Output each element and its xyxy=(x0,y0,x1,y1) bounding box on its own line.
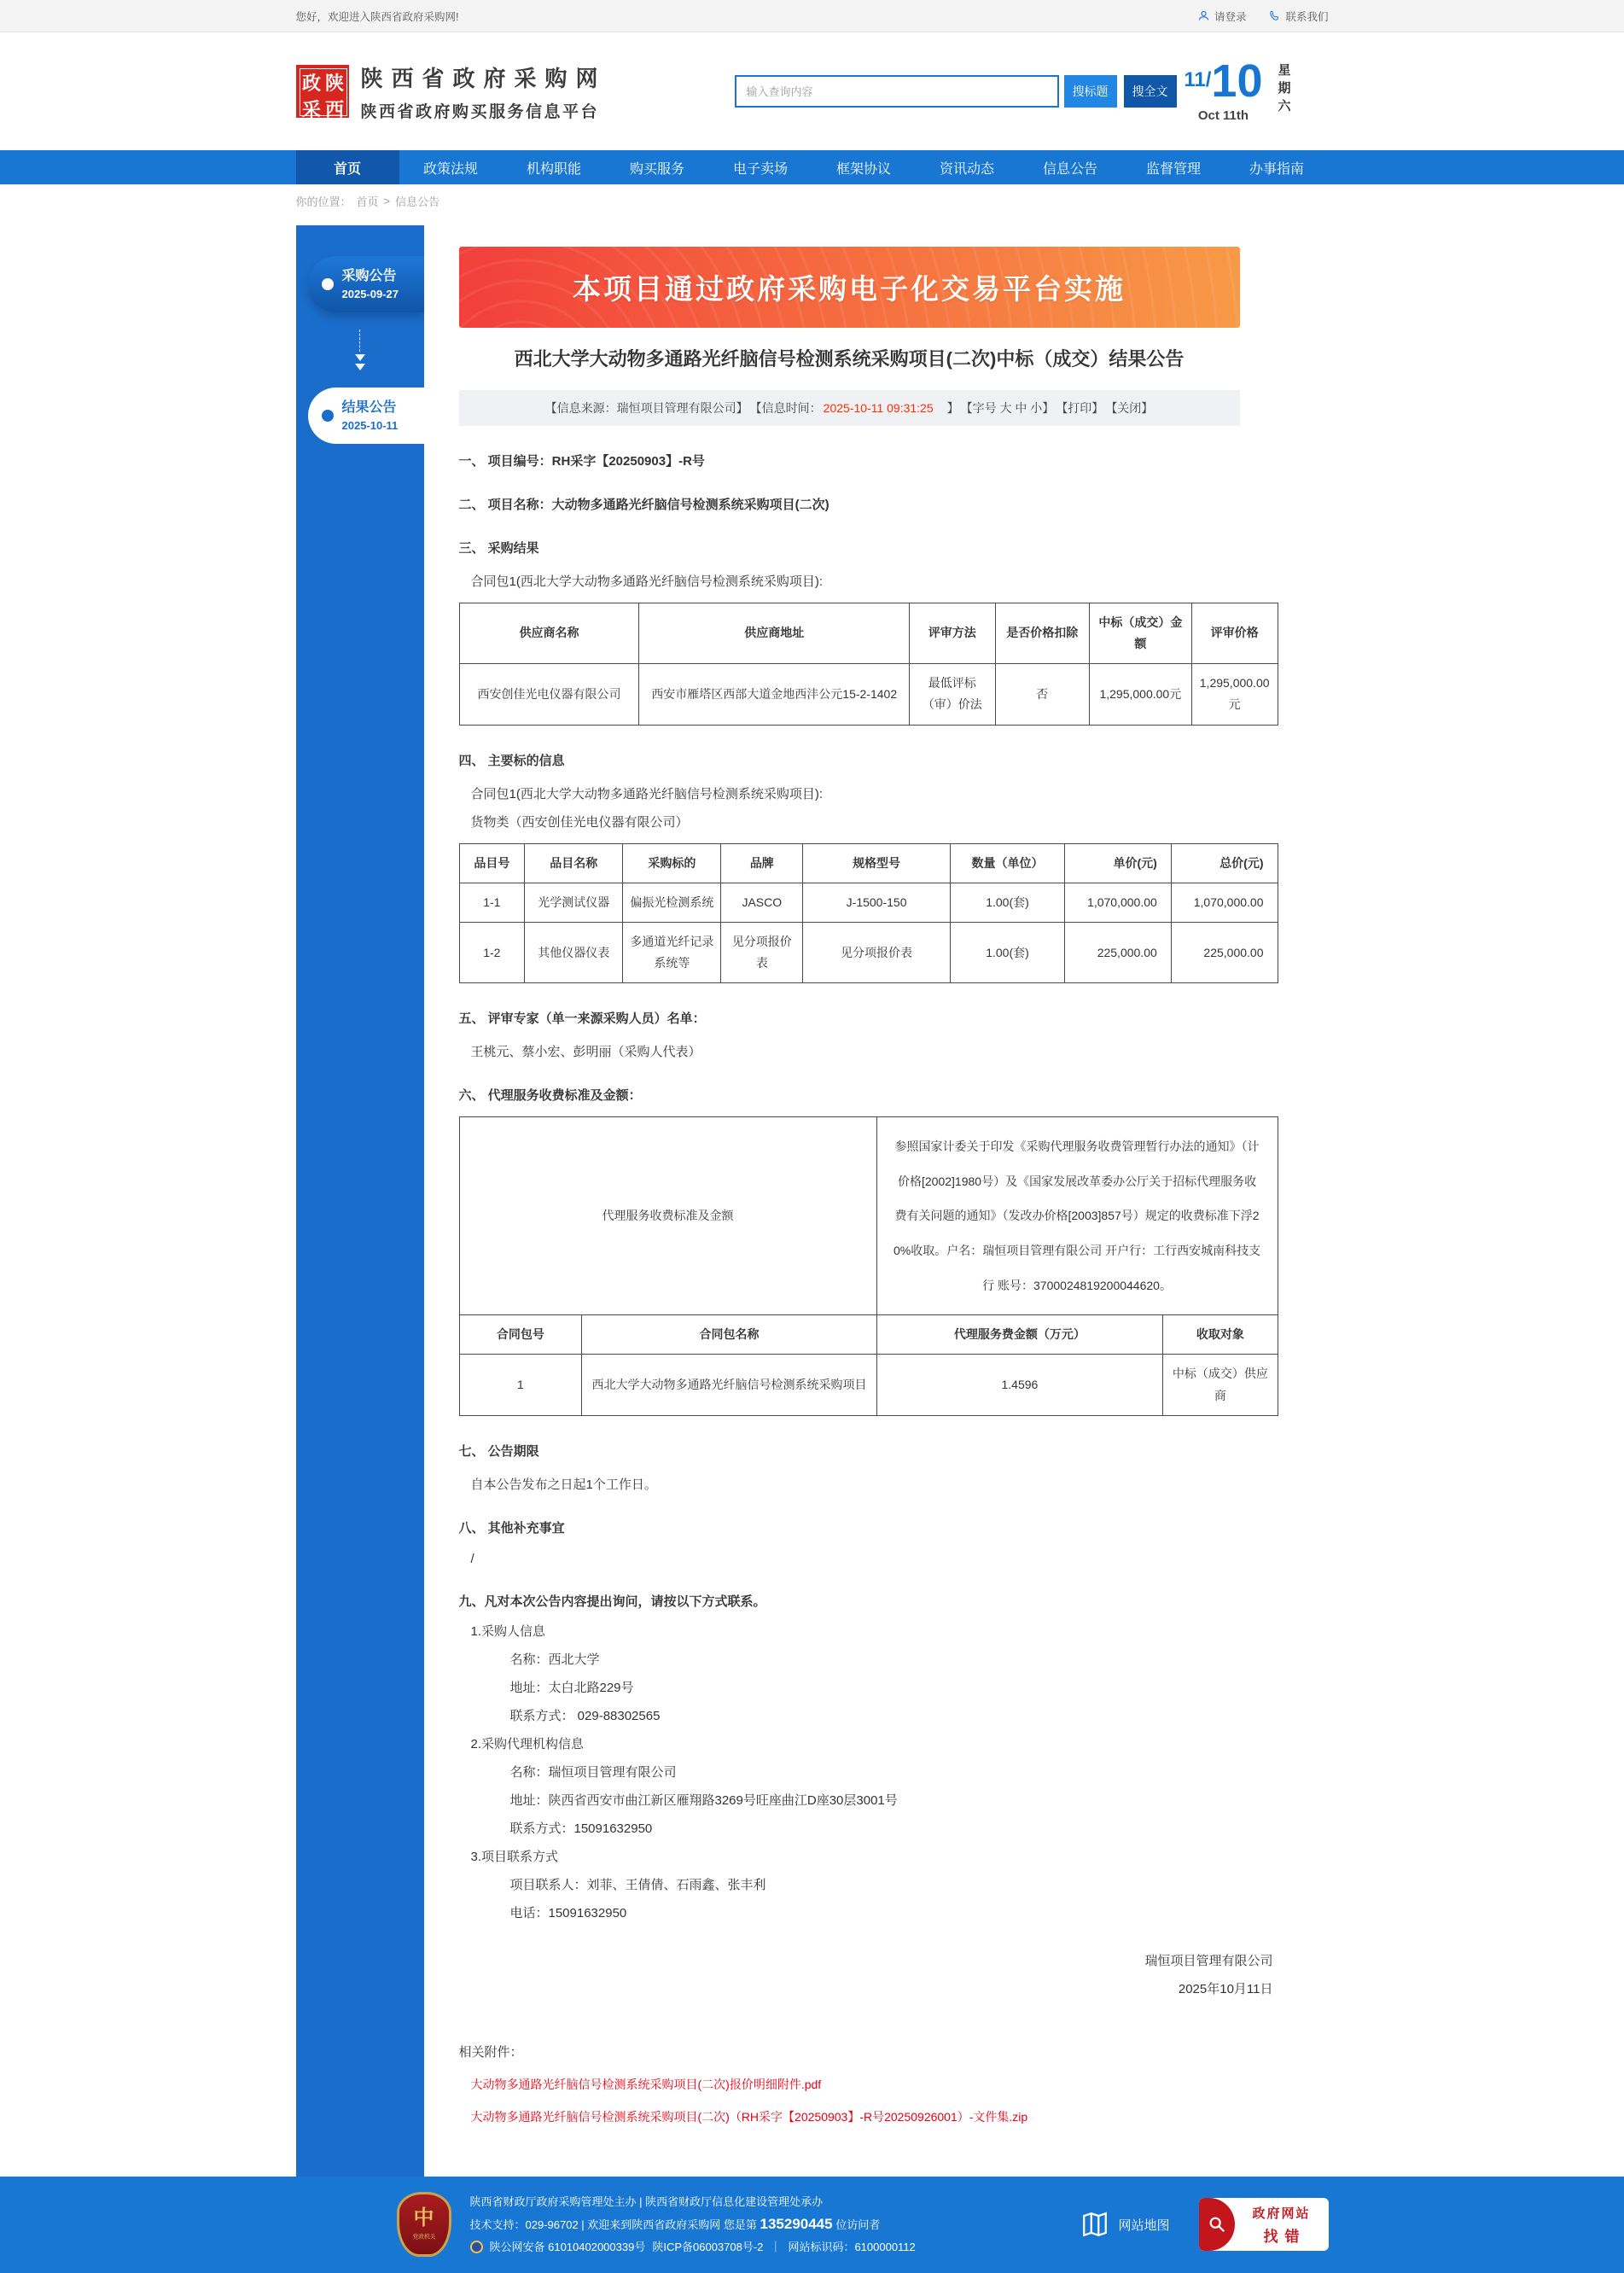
section-fee-title: 六、 代理服务收费标准及金额： xyxy=(458,1088,642,1104)
experts-names: 王桃元、蔡小宏、彭明丽（采购人代表） xyxy=(470,1045,701,1060)
contact-line: 3.项目联系方式 xyxy=(470,1849,559,1864)
section-contact-title: 九、凡对本次公告内容提出询问，请按以下方式联系。 xyxy=(458,1594,766,1609)
signature-date: 2025年10月11日 xyxy=(1178,1981,1273,1996)
visitor-count: 135290445 xyxy=(760,2215,833,2232)
signature-block xyxy=(459,1947,1278,2003)
contact-line: 联系方式：15091632950 xyxy=(509,1821,653,1836)
other-text: / xyxy=(470,1551,474,1566)
result-table: 供应商名称 供应商地址 评审方法 是否价格扣除 中标（成交）金额 评审价格 西安创佳光电仪器有限公司 西安市雁塔区西部大道金地西沣公元15-2-1402 最低评标（审）价法 否 1,295,000.00元 1,295,000.00元 xyxy=(459,603,1278,726)
beian-link[interactable]: 陕公网安备 61010402000339号 xyxy=(489,2240,646,2253)
meta-source: 【信息来源：瑞恒项目管理有限公司】 xyxy=(544,400,748,415)
breadcrumb-label: 你的位置： xyxy=(295,195,352,208)
site-subtitle: 陕西省政府购买服务信息平台 xyxy=(360,102,600,121)
section-other-title: 八、 其他补充事宜 xyxy=(458,1520,565,1536)
close-button[interactable]: 【关闭】 xyxy=(1105,400,1154,415)
section-period-title: 七、 公告期限 xyxy=(458,1443,539,1459)
arrow-down-icon xyxy=(296,329,424,370)
nav-item-announcements[interactable]: 信息公告 xyxy=(1042,161,1097,177)
nav-item-framework[interactable]: 框架协议 xyxy=(835,161,891,177)
search-input[interactable] xyxy=(735,75,1059,108)
signature-company: 瑞恒项目管理有限公司 xyxy=(1144,1953,1273,1968)
main-nav xyxy=(0,150,1624,184)
date-english: Oct 11th xyxy=(1197,108,1249,124)
breadcrumb-home[interactable]: 首页 xyxy=(356,195,379,208)
government-emblem: 中 党政机关 xyxy=(397,2192,451,2257)
attachments-title: 相关附件： xyxy=(458,2044,523,2060)
meta-time: 2025-10-11 09:31:25 xyxy=(823,400,934,415)
icp-link[interactable]: 陕ICP备06003708号-2 xyxy=(652,2240,764,2253)
article-content xyxy=(424,225,1329,2177)
gov-site-error-badge[interactable]: 政府网站 找错 xyxy=(1199,2198,1329,2251)
user-icon xyxy=(1197,9,1210,22)
subject-table: 品目号 品目名称 采购标的 品牌 规格型号 数量（单位） 单价(元) 总价(元) 1-1 光学测试仪器 偏振光检测系统 JASCO J-1500-150 1.00(套) 1,070,000.00 1,070,000.00 1-2 其他仪器仪表 多通道光纤记录系统等 见分项报价表 见分项报价表 1.00(套) 225,000.00 225,000.00 xyxy=(459,843,1278,984)
search-title-button[interactable]: 搜标题 xyxy=(1064,75,1117,108)
login-link[interactable]: 请登录 xyxy=(1197,9,1247,24)
section-project-name: 二、 项目名称：大动物多通路光纤脑信号检测系统采购项目(二次) xyxy=(458,497,829,512)
breadcrumb-current[interactable]: 信息公告 xyxy=(395,195,440,208)
date-month: 11/ xyxy=(1184,67,1212,91)
sitemap-link[interactable]: 网站地图 xyxy=(1080,2210,1169,2239)
site-title: 陕西省政府采购网 xyxy=(360,65,607,91)
result-package: 合同包1(西北大学大动物多通路光纤脑信号检测系统采购项目): xyxy=(470,574,824,589)
section-experts-title: 五、 评审专家（单一来源采购人员）名单： xyxy=(458,1011,706,1027)
timeline-dot xyxy=(322,278,334,290)
timeline-step-result[interactable]: 结果公告 2025-10-11 xyxy=(308,388,424,444)
police-badge-icon xyxy=(470,2241,483,2253)
subject-package: 合同包1(西北大学大动物多通路光纤脑信号检测系统采购项目): xyxy=(470,786,824,801)
period-text: 自本公告发布之日起1个工作日。 xyxy=(470,1477,657,1492)
nav-item-e-market[interactable]: 电子卖场 xyxy=(732,161,788,177)
contact-line: 地址：陕西省西安市曲江新区雁翔路3269号旺座曲江D座30层3001号 xyxy=(509,1792,898,1808)
site-footer xyxy=(0,2177,1624,2273)
nav-item-home[interactable]: 首页 xyxy=(296,150,399,184)
section-subject-title: 四、 主要标的信息 xyxy=(458,753,565,768)
emblem-text: 党政机关 xyxy=(411,2233,436,2241)
meta-time-end: 】 xyxy=(934,400,959,415)
site-logo[interactable] xyxy=(296,61,607,122)
contact-line: 联系方式： 029-88302565 xyxy=(509,1708,661,1723)
page-title: 西北大学大动物多通路光纤脑信号检测系统采购项目(二次)中标（成交）结果公告 xyxy=(514,348,1185,370)
magnifier-icon xyxy=(1199,2198,1235,2251)
footer-text xyxy=(470,2191,916,2258)
contact-line: 名称：西北大学 xyxy=(509,1652,600,1667)
attachment-link-pdf[interactable]: 大动物多通路光纤脑信号检测系统采购项目(二次)报价明细附件.pdf xyxy=(470,2077,822,2091)
welcome-text: 您好，欢迎进入陕西省政府采购网! xyxy=(295,10,459,23)
logo-seal: 政 陕 采 西 xyxy=(296,65,349,118)
site-header xyxy=(0,32,1624,150)
contact-line: 名称：瑞恒项目管理有限公司 xyxy=(509,1764,677,1780)
table-row: 1-2 其他仪器仪表 多通道光纤记录系统等 见分项报价表 见分项报价表 1.00(套) 225,000.00 225,000.00 xyxy=(459,922,1278,982)
nav-item-functions[interactable]: 机构职能 xyxy=(526,161,581,177)
section-result-title: 三、 采购结果 xyxy=(458,540,539,556)
timeline-step-procurement[interactable]: 采购公告 2025-09-27 xyxy=(308,256,424,312)
nav-item-policies[interactable]: 政策法规 xyxy=(422,161,478,177)
table-row: 代理服务收费标准及金额 参照国家计委关于印发《采购代理服务收费管理暂行办法的通知》（计价格[2002]1980号）及《国家发展改革委办公厅关于招标代理服务收费有关问题的通知》（发改办价格[2003]857号）规定的收费标准下浮20%收取。户名：瑞恒项目管理有限公司 开户行：工行西安城南科技支行 账号：3700024819200044620。 xyxy=(459,1117,1278,1315)
date-widget xyxy=(1184,55,1328,124)
print-button[interactable]: 【打印】 xyxy=(1056,400,1104,415)
contact-line: 项目联系人：刘菲、王倩倩、石雨鑫、张丰利 xyxy=(509,1877,766,1892)
table-row: 西安创佳光电仪器有限公司 西安市雁塔区西部大道金地西沣公元15-2-1402 最低评标（审）价法 否 1,295,000.00元 1,295,000.00元 xyxy=(459,664,1278,725)
footer-organizer-line: 陕西省财政厅政府采购管理处主办 | 陕西省财政厅信息化建设管理处承办 xyxy=(469,2194,824,2208)
footer-support-line: 技术支持：029-96702 | 欢迎来到陕西省政府采购网 您是第 135290445 位访问者 xyxy=(469,2215,881,2232)
contact-line: 1.采购人信息 xyxy=(470,1623,546,1639)
contact-line: 地址：太白北路229号 xyxy=(509,1680,634,1695)
attachment-link-zip[interactable]: 大动物多通路光纤脑信号检测系统采购项目(二次)（RH采字【20250903】-R号20250926001）-文件集.zip xyxy=(470,2109,1028,2124)
nav-item-supervision[interactable]: 监督管理 xyxy=(1145,161,1201,177)
date-weekday: 星期六 xyxy=(1276,62,1291,117)
map-icon xyxy=(1080,2210,1109,2239)
top-bar xyxy=(0,0,1624,32)
platform-banner: 本项目通过政府采购电子化交易平台实施 xyxy=(459,247,1240,328)
contact-line: 电话：15091632950 xyxy=(509,1905,627,1920)
search-bar xyxy=(735,75,1177,108)
section-project-number: 一、 项目编号：RH采字【20250903】-R号 xyxy=(458,453,705,469)
meta-time-label: 【信息时间： xyxy=(749,400,822,415)
subject-category: 货物类（西安创佳光电仪器有限公司） xyxy=(470,814,689,830)
main-area xyxy=(296,225,1329,2177)
search-fulltext-button[interactable]: 搜全文 xyxy=(1124,75,1177,108)
nav-item-purchase-service[interactable]: 购买服务 xyxy=(629,161,684,177)
table-row: 1 西北大学大动物多通路光纤脑信号检测系统采购项目 1.4596 中标（成交）供应商 xyxy=(459,1355,1278,1415)
site-code: 网站标识码：6100000112 xyxy=(788,2240,916,2253)
breadcrumb xyxy=(0,184,1624,217)
timeline-dot xyxy=(322,410,334,422)
font-size-controls[interactable]: 【字号 大 中 小】 xyxy=(960,400,1055,415)
article-meta-bar xyxy=(459,390,1240,426)
date-day: 10 xyxy=(1211,55,1263,107)
contact-line: 2.采购代理机构信息 xyxy=(470,1736,585,1751)
fee-table: 代理服务收费标准及金额 参照国家计委关于印发《采购代理服务收费管理暂行办法的通知》（计价格[2002]1980号）及《国家发展改革委办公厅关于招标代理服务收费有关问题的通知》（发改办价格[2003]857号）规定的收费标准下浮20%收取。户名：瑞恒项目管理有限公司 开户行：工行西安城南科技支行 账号：3700024819200044620。 合同包号 合同包名称 代理服务费金额（万元） 收取对象 1 西北大学大动物多通路光纤脑信号检测系统采购项目 1.4596 中标（成交）供应商 xyxy=(459,1116,1278,1416)
nav-item-news[interactable]: 资讯动态 xyxy=(939,161,994,177)
footer-beian-line: 陕公网安备 61010402000339号 陕ICP备06003708号-2 ｜ 网站标识码：6100000112 xyxy=(470,2236,916,2258)
announcement-timeline xyxy=(296,225,424,2177)
nav-item-guide[interactable]: 办事指南 xyxy=(1249,161,1304,177)
breadcrumb-separator: > xyxy=(383,194,391,207)
table-row: 1-1 光学测试仪器 偏振光检测系统 JASCO J-1500-150 1.00(套) 1,070,000.00 1,070,000.00 xyxy=(459,883,1278,922)
phone-icon xyxy=(1268,9,1281,22)
contact-us-link[interactable]: 联系我们 xyxy=(1268,9,1328,24)
